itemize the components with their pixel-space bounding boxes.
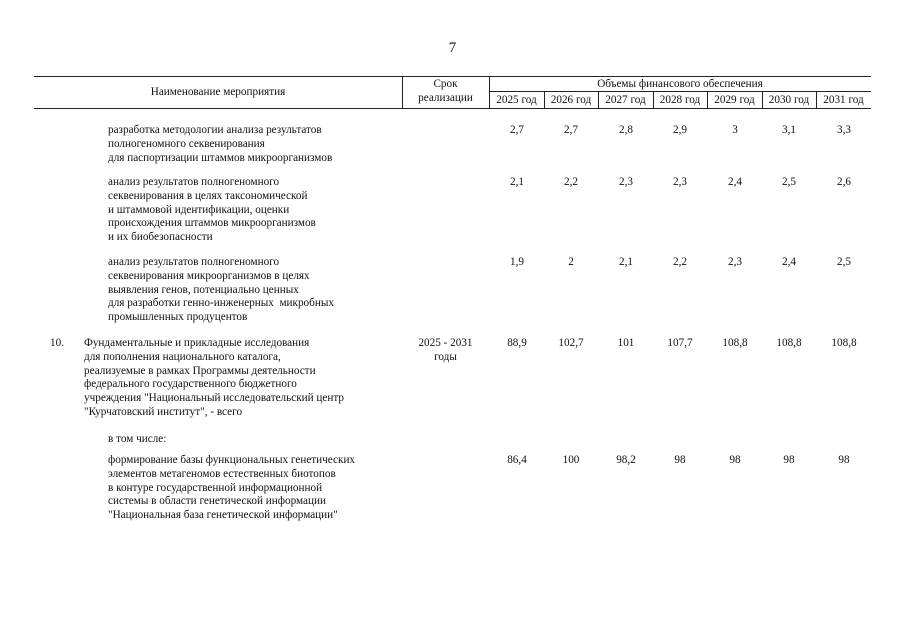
row-value-2029-год: 2,4: [728, 176, 742, 188]
row-value-2029-год: 2,3: [728, 256, 742, 268]
row-value-2031-год: 98: [838, 454, 850, 466]
row-value-2031-год: 3,3: [837, 124, 851, 136]
row-number: 10.: [50, 337, 64, 349]
row-value-2025-год: 2,7: [510, 124, 524, 136]
row-value-2030-год: 2,5: [782, 176, 796, 188]
header-year-2026: 2026 год: [550, 94, 592, 106]
header-year-2029: 2029 год: [714, 94, 755, 106]
row-value-2028-год: 2,9: [673, 124, 687, 136]
row-name-line: реализуемые в рамках Программы деятельности: [84, 364, 316, 377]
row-name-line: "Национальная база генетической информации": [108, 509, 338, 522]
row-term-line: 2025 - 2031: [418, 337, 473, 349]
row-value-2027-год: 2,3: [619, 176, 633, 188]
row-value-2027-год: 98,2: [616, 454, 636, 466]
row-value-2031-год: 108,8: [831, 337, 857, 349]
header-funding-column: Объемы финансового обеспечения: [597, 78, 763, 90]
row-name-line: для пополнения национального каталога,: [84, 350, 281, 363]
row-name-line: секвенирования микроорганизмов в целях: [108, 269, 310, 282]
row-name-line: для разработки генно-инженерных микробных: [108, 297, 334, 310]
row-value-2028-год: 98: [674, 454, 686, 466]
header-term-line2: реализации: [418, 92, 473, 104]
row-value-2030-год: 98: [783, 454, 795, 466]
row-value-2026-год: 100: [562, 454, 580, 466]
row-value-2028-год: 2,2: [673, 256, 687, 268]
row-value-2030-год: 108,8: [776, 337, 802, 349]
header-bottom-rule: [34, 108, 871, 109]
row-name-line: для паспортизации штаммов микроорганизмов: [108, 151, 333, 164]
row-name-line: промышленных продуцентов: [108, 311, 248, 324]
page-number: 7: [448, 40, 457, 56]
row-value-2028-год: 2,3: [673, 176, 687, 188]
row-value-2025-год: 2,1: [510, 176, 524, 188]
header-year-2031: 2031 год: [823, 94, 864, 106]
row-value-2030-год: 2,4: [782, 256, 796, 268]
row-name-line: и штаммовой идентификации, оценки: [108, 203, 290, 216]
row-value-2031-год: 2,6: [837, 176, 851, 188]
row-name-line: формирование базы функциональных генетических: [108, 454, 356, 466]
row-value-2028-год: 107,7: [667, 337, 693, 349]
row-name-line: элементов метагеномов естественных биотопов: [108, 467, 336, 480]
row-name-line: системы в области генетической информации: [108, 495, 326, 508]
row-value-2027-год: 2,1: [619, 256, 633, 268]
header-year-2030: 2030 год: [768, 94, 810, 106]
header-year-2028: 2028 год: [659, 94, 701, 106]
row-value-2026-год: 2,2: [564, 176, 578, 188]
row-name-line: секвенирования в целях таксономической: [108, 189, 308, 202]
row-value-2029-год: 108,8: [722, 337, 748, 349]
row-value-2029-год: 98: [729, 454, 741, 466]
row-name-line: и их биобезопасности: [108, 231, 213, 244]
row-name-line: федерального государственного бюджетного: [84, 378, 297, 391]
row-value-2027-год: 2,8: [619, 124, 633, 136]
row-value-2029-год: 3: [732, 124, 738, 136]
header-name-column: Наименование мероприятия: [150, 86, 286, 98]
row-name-line: "Курчатовский институт", - всего: [84, 406, 243, 418]
header-term-line1: Срок: [433, 78, 458, 90]
row-value-2027-год: 101: [617, 337, 635, 349]
row-value-2025-год: 88,9: [507, 337, 527, 349]
row-value-2025-год: 1,9: [510, 256, 524, 268]
row-value-2026-год: 102,7: [558, 337, 584, 349]
row-name-line: анализ результатов полногеномного: [108, 256, 280, 268]
row-name-line: в контуре государственной информационной: [108, 481, 323, 494]
row-value-2025-год: 86,4: [507, 454, 527, 466]
row-name-line: Фундаментальные и прикладные исследования: [84, 337, 310, 349]
row-name-line: разработка методологии анализа результатов: [108, 124, 322, 136]
row-term-line: годы: [434, 350, 457, 363]
header-top-rule: [34, 76, 871, 77]
row-name-line: происхождения штаммов микроорганизмов: [108, 217, 316, 230]
row-value-2030-год: 3,1: [782, 124, 796, 136]
row-name-line: анализ результатов полногеномного: [108, 176, 280, 188]
row-name-line: в том числе:: [108, 433, 167, 445]
row-name-line: полногеномного секвенирования: [108, 137, 265, 150]
header-year-2025: 2025 год: [496, 94, 537, 106]
row-value-2031-год: 2,5: [837, 256, 851, 268]
row-value-2026-год: 2: [568, 256, 574, 268]
row-name-line: выявления генов, потенциально ценных: [108, 283, 299, 296]
row-value-2026-год: 2,7: [564, 124, 578, 136]
header-year-2027: 2027 год: [605, 94, 646, 106]
row-name-line: учреждения "Национальный исследовательский центр: [84, 392, 344, 405]
